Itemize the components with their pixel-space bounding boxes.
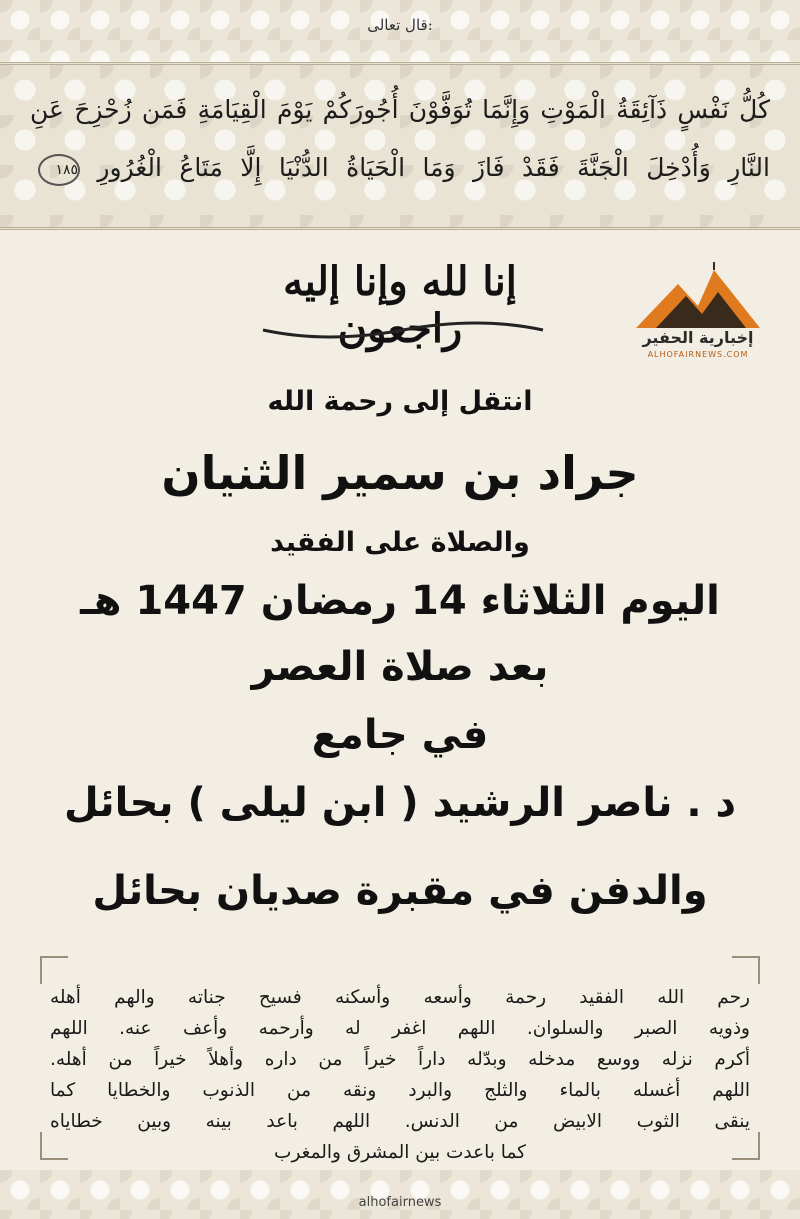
logo-subtitle: ALHOFAIRNEWS.COM (647, 350, 749, 359)
supplication-line: رحم الله الفقيد رحمة وأسعه وأسكنه فسيح جناته والهم أهله (50, 987, 750, 1008)
prayer-time: بعد صلاة العصر (251, 644, 549, 690)
frame-corner-top-right (732, 956, 760, 984)
quote-label: قال تعالى: (367, 16, 433, 34)
frame-corner-top-left (40, 956, 68, 984)
funeral-date: اليوم الثلاثاء 14 رمضان 1447 هـ (80, 578, 720, 624)
supplication-block (50, 982, 750, 1168)
burial-location: والدفن في مقبرة صديان بحائل (92, 868, 708, 914)
alhofair-news-logo (626, 262, 770, 372)
funeral-prayer-text: والصلاة على الفقيد (270, 527, 530, 558)
supplication-line: اللهم أغسله بالماء والثلج والبرد ونقه من الذنوب والخطايا كما (50, 1080, 750, 1101)
mosque-name: د . ناصر الرشيد ( ابن ليلى ) بحائل (63, 780, 737, 826)
verse-line-2 (30, 153, 770, 186)
intro-text: انتقل إلى رحمة الله (267, 386, 533, 417)
deceased-name: جراد بن سمير الثنيان (161, 446, 639, 500)
istirja-calligraphy: إنا لله وإنا إليه راجعون (283, 258, 517, 352)
supplication-line: وذويه الصبر والسلوان. اللهم اغفر له وأرحمه وأعف عنه. اللهم (50, 1018, 750, 1039)
supplication-line: كما باعدت بين المشرق والمغرب (274, 1142, 526, 1163)
verse-line-1: كُلُّ نَفْسٍ ذَآئِقَةُ الْمَوْتِ وَإِنَّمَا تُوَفَّوْنَ أُجُورَكُمْ يَوْمَ الْقِيَامَةِ فَمَن زُحْزِحَ عَنِ (30, 95, 770, 124)
ayah-number-marker: ١٨٥ (38, 154, 80, 186)
mountain-logo-icon (626, 262, 770, 332)
watermark: alhofairnews (358, 1195, 442, 1210)
supplication-line: أكرم نزله ووسع مدخله وبدّله داراً خيراً من داره وأهلاً خيراً من أهله. (50, 1049, 750, 1070)
quran-verse-box (0, 62, 800, 230)
verse-line-2-text: النَّارِ وَأُدْخِلَ الْجَنَّةَ فَقَدْ فَازَ وَمَا الْحَيَاةُ الدُّنْيَا إِلَّا مَتَاعُ الْغُرُورِ (97, 153, 770, 182)
logo-name: إخبارية الحفير (642, 328, 754, 347)
calligraphy-flourish-icon (258, 318, 548, 342)
supplication-line: ينقى الثوب الابيض من الدنس. اللهم باعد بينه وبين خطاياه (50, 1111, 750, 1132)
mosque-prefix: في جامع (311, 712, 489, 758)
